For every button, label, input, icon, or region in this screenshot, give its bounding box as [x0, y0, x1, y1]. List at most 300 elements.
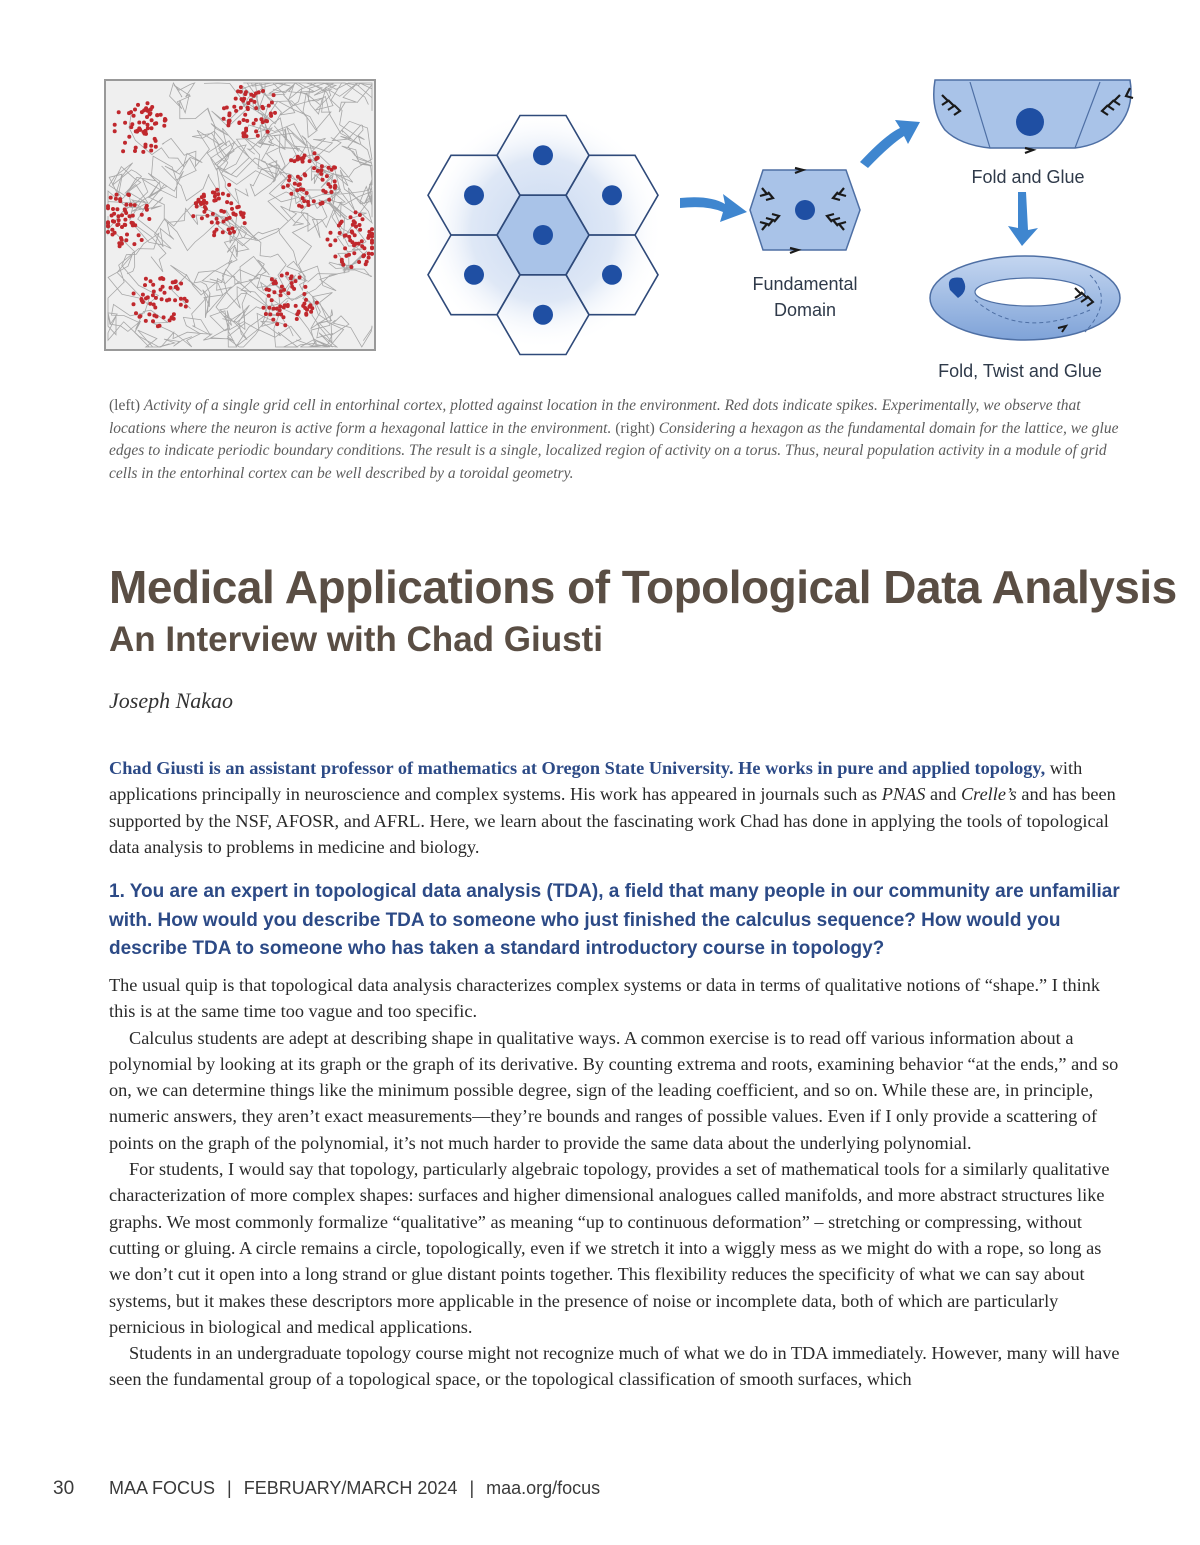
spike-dot: [149, 279, 153, 283]
spike-dot: [272, 307, 276, 311]
spike-dot: [184, 305, 188, 309]
spike-dot: [325, 174, 329, 178]
intro-journal-pnas: PNAS: [881, 784, 926, 805]
spike-dot: [226, 123, 230, 127]
spike-dot: [140, 213, 144, 217]
spike-dot: [366, 236, 370, 240]
lattice-node: [464, 185, 484, 205]
spike-dot: [154, 121, 158, 125]
spike-dot: [341, 263, 345, 267]
spike-dot: [304, 298, 308, 302]
answer-paragraph: Calculus students are adept at describing shape in qualitative ways. A common exercise is to read off various information about a polynomial by looking at its graph or the graph of its derivative. By counting extrema and roots, examining behavior “at the ends,” and so on, we can determine things like the minimum possible degree, sign of the leading coefficient, and so on. While these are, in principle, numeric answers, they aren’t exact measurements—they’re bounds and ranges of possible values. Even if I only provide a scattering of points on the graph of the polynomial, it’s not much harder to provide the same data about the underlying polynomial.: [109, 1027, 1119, 1153]
spike-dot: [262, 306, 266, 310]
spike-dot: [120, 225, 124, 229]
spike-dot: [312, 199, 316, 203]
spike-dot: [146, 123, 150, 127]
spike-dot: [327, 166, 331, 170]
spike-dot: [113, 123, 117, 127]
spike-dot: [230, 226, 234, 230]
spike-dot: [303, 306, 307, 310]
spike-dot: [302, 292, 306, 296]
spike-dot: [215, 217, 219, 221]
spike-dot: [358, 223, 362, 227]
spike-dot: [119, 236, 123, 240]
spike-dot: [141, 300, 145, 304]
spike-dot: [337, 224, 341, 228]
spike-dot: [132, 292, 136, 296]
spike-dot: [232, 212, 236, 216]
spike-dot: [191, 214, 195, 218]
spike-dot: [154, 139, 158, 143]
spike-dot: [370, 246, 374, 250]
spike-dot: [252, 94, 256, 98]
spike-dot: [319, 172, 323, 176]
spike-dot: [319, 168, 323, 172]
spike-dot: [228, 216, 232, 220]
spike-dot: [279, 289, 283, 293]
answer-paragraph: The usual quip is that topological data analysis characterizes complex systems or data in terms of qualitative notions of “shape.” I think this is at the same time too vague and too specific.: [109, 975, 1100, 1022]
spike-dot: [332, 165, 336, 169]
spike-dot: [159, 113, 163, 117]
spike-dot: [312, 166, 316, 170]
spike-dot: [150, 126, 154, 130]
spike-dot: [370, 239, 374, 243]
spike-dot: [216, 221, 220, 225]
spike-dot: [200, 216, 204, 220]
spike-dot: [367, 256, 371, 260]
spike-dot: [155, 113, 159, 117]
spike-dot: [254, 129, 258, 133]
spike-dot: [243, 113, 247, 117]
spike-dot: [143, 145, 147, 149]
spike-dot: [313, 151, 317, 155]
spike-dot: [234, 97, 238, 101]
spike-dot: [271, 318, 275, 322]
lattice-node: [602, 265, 622, 285]
spike-dot: [295, 312, 299, 316]
article-subtitle: An Interview with Chad Giusti: [109, 620, 603, 659]
spike-dot: [225, 106, 229, 110]
spike-dot: [162, 124, 166, 128]
answer-body: [109, 972, 1124, 1393]
spike-dot: [257, 90, 261, 94]
spike-dot: [213, 194, 217, 198]
spike-dot: [136, 103, 140, 107]
spike-dot: [114, 197, 118, 201]
spike-dot: [239, 213, 243, 217]
spike-dot: [350, 231, 354, 235]
spike-dot: [357, 260, 361, 264]
spike-dot: [340, 220, 344, 224]
spike-dot: [296, 183, 300, 187]
spike-dot: [269, 112, 273, 116]
spike-dot: [179, 303, 183, 307]
spike-dot: [124, 211, 128, 215]
footer-url[interactable]: maa.org/focus: [486, 1478, 601, 1498]
spike-dot: [315, 301, 319, 305]
spike-dot: [239, 90, 243, 94]
spike-dot: [145, 115, 149, 119]
spike-dot: [133, 149, 137, 153]
spike-dot: [199, 201, 203, 205]
spike-dot: [120, 242, 124, 246]
spike-dot: [329, 190, 333, 194]
spike-dot: [267, 288, 271, 292]
fold-twist-glue-label: Fold, Twist and Glue: [938, 361, 1102, 381]
lattice-node: [533, 225, 553, 245]
spike-dot: [195, 205, 199, 209]
spike-dot: [241, 131, 245, 135]
spike-dot: [349, 215, 353, 219]
spike-dot: [132, 114, 136, 118]
spike-dot: [288, 175, 292, 179]
spike-dot: [296, 175, 300, 179]
lattice-node: [602, 185, 622, 205]
spike-dot: [176, 287, 180, 291]
spike-dot: [301, 196, 305, 200]
spike-dot: [152, 314, 156, 318]
spike-dot: [115, 207, 119, 211]
spike-dot: [287, 178, 291, 182]
spike-dot: [367, 230, 371, 234]
spike-dot: [326, 238, 330, 242]
spike-dot: [151, 283, 155, 287]
page-footer: [0, 1478, 1200, 1508]
spike-dot: [221, 230, 225, 234]
spike-dot: [270, 101, 274, 105]
spike-dot: [333, 238, 337, 242]
question-heading: 1. You are an expert in topological data analysis (TDA), a field that many people in our community are unfamiliar with. How would you describe TDA to someone who just finished the calculus sequence? How would you describe TDA to someone who has taken a standard introductory course in topology?: [109, 881, 1120, 959]
spike-dot: [115, 193, 119, 197]
spike-dot: [124, 238, 128, 242]
spike-dot: [361, 217, 365, 221]
spike-dot: [305, 191, 309, 195]
spike-dot: [111, 207, 115, 211]
spike-dot: [293, 182, 297, 186]
spike-dot: [348, 238, 352, 242]
spike-dot: [264, 119, 268, 123]
spike-dot: [183, 297, 187, 301]
spike-dot: [222, 220, 226, 224]
lattice-node: [533, 145, 553, 165]
fundamental-domain-hexagon: [750, 168, 860, 320]
spike-dot: [298, 275, 302, 279]
spike-dot: [303, 285, 307, 289]
spike-dot: [289, 192, 293, 196]
spike-dot: [261, 106, 265, 110]
footer-separator: |: [227, 1478, 232, 1498]
intro-paragraph: [109, 755, 1124, 860]
spike-dot: [146, 101, 150, 105]
intro-journal-crelles: Crelle’s: [960, 784, 1017, 805]
torus-shape: [930, 256, 1120, 381]
spike-dot: [146, 126, 150, 130]
spike-dot: [290, 281, 294, 285]
spike-dot: [147, 217, 151, 221]
spike-dot: [246, 106, 250, 110]
grid-cell-activity-plot: [105, 80, 375, 350]
spike-dot: [138, 315, 142, 319]
spike-dot: [146, 108, 150, 112]
spike-dot: [227, 113, 231, 117]
fold-and-glue-label: Fold and Glue: [971, 167, 1085, 187]
spike-dot: [307, 305, 311, 309]
spike-dot: [134, 311, 138, 315]
spike-dot: [213, 191, 217, 195]
spike-dot: [134, 146, 138, 150]
spike-dot: [352, 251, 356, 255]
spike-dot: [154, 145, 158, 149]
spike-dot: [281, 185, 285, 189]
spike-dot: [127, 135, 131, 139]
spike-dot: [245, 119, 249, 123]
fold-and-glue-shape: [934, 80, 1133, 187]
spike-dot: [144, 206, 148, 210]
article-title: Medical Applications of Topological Data Analysis: [109, 561, 1177, 613]
spike-dot: [230, 207, 234, 211]
spike-dot: [129, 125, 133, 129]
spike-dot: [354, 210, 358, 214]
spike-dot: [151, 319, 155, 323]
spike-dot: [131, 221, 135, 225]
spike-dot: [133, 203, 137, 207]
spike-dot: [150, 118, 154, 122]
spike-dot: [294, 279, 298, 283]
spike-dot: [309, 310, 313, 314]
caption-right-tag: (right): [615, 419, 655, 437]
spike-dot: [120, 213, 124, 217]
footer-publication: MAA FOCUS: [109, 1478, 216, 1498]
spike-dot: [361, 254, 365, 258]
spike-dot: [306, 200, 310, 204]
figure-caption: [109, 395, 1121, 485]
spike-dot: [272, 93, 276, 97]
spike-dot: [150, 105, 154, 109]
spike-dot: [116, 222, 120, 226]
spike-dot: [344, 254, 348, 258]
spike-dot: [280, 274, 284, 278]
spike-dot: [246, 101, 250, 105]
spike-dot: [137, 233, 141, 237]
spike-dot: [204, 201, 208, 205]
spike-dot: [136, 129, 140, 133]
spike-dot: [152, 290, 156, 294]
spike-dot: [273, 111, 277, 115]
spike-dot: [267, 294, 271, 298]
spike-dot: [232, 230, 236, 234]
spike-dot: [215, 188, 219, 192]
spike-dot: [124, 203, 128, 207]
spike-dot: [131, 214, 135, 218]
spike-dot: [127, 193, 131, 197]
spike-dot: [142, 121, 146, 125]
spike-dot: [290, 285, 294, 289]
spike-dot: [347, 235, 351, 239]
spike-dot: [129, 110, 133, 114]
spike-dot: [162, 315, 166, 319]
spike-dot: [160, 297, 164, 301]
arrow-to-torus: [1008, 192, 1038, 246]
spike-dot: [228, 231, 232, 235]
spike-dot: [140, 110, 144, 114]
spike-dot: [132, 242, 136, 246]
spike-dot: [243, 221, 247, 225]
spike-dot: [358, 228, 362, 232]
spike-dot: [232, 105, 236, 109]
spike-dot: [172, 312, 176, 316]
spike-dot: [179, 282, 183, 286]
spike-dot: [116, 214, 120, 218]
spike-dot: [143, 283, 147, 287]
spike-dot: [367, 252, 371, 256]
spike-dot: [333, 179, 337, 183]
spike-dot: [117, 110, 121, 114]
spike-dot: [301, 188, 305, 192]
spike-dot: [237, 205, 241, 209]
spike-dot: [360, 239, 364, 243]
spike-dot: [210, 220, 214, 224]
spike-dot: [211, 212, 215, 216]
spike-dot: [212, 233, 216, 237]
lattice-node: [464, 265, 484, 285]
spike-dot: [225, 200, 229, 204]
spike-dot: [321, 189, 325, 193]
spike-dot: [329, 231, 333, 235]
spike-dot: [168, 318, 172, 322]
spike-dot: [316, 169, 320, 173]
figure: [100, 70, 1140, 390]
caption-left-text: Activity of a single grid cell in entorhinal cortex, plotted against location in the environment. Red dots indicate spikes. Experimentally, we observe that locations where the neuron is active form a hexagonal lattice in the environment.: [109, 397, 1081, 437]
spike-dot: [261, 89, 265, 93]
spike-dot: [204, 207, 208, 211]
spike-dot: [333, 255, 337, 259]
caption-right-text: Considering a hexagon as the fundamental domain for the lattice, we glue edges to indicate periodic boundary conditions. The result is a single, localized region of activity on a torus. Thus, neural population activity in a module of grid cells in the entorhinal cortex can be well described by a toroidal geometry.: [109, 419, 1119, 482]
spike-dot: [286, 304, 290, 308]
caption-left-tag: (left): [109, 397, 140, 414]
spike-dot: [358, 213, 362, 217]
spike-dot: [118, 199, 122, 203]
spike-dot: [226, 193, 230, 197]
spike-dot: [212, 199, 216, 203]
spike-dot: [297, 204, 301, 208]
spike-dot: [242, 118, 246, 122]
spike-dot: [179, 297, 183, 301]
spike-dot: [113, 231, 117, 235]
footer-separator: |: [469, 1478, 475, 1498]
lattice-node: [533, 305, 553, 325]
spike-dot: [285, 272, 289, 276]
answer-paragraph: For students, I would say that topology, particularly algebraic topology, provides a set of mathematical tools for a similarly qualitative characterization of more complex shapes: surfaces and higher dimensional analogues called manifolds, and more abstract structures like graphs. We most commonly formalize “qualitative” as meaning “up to continuous deformation” – stretching or compressing, without cutting or gluing. A circle remains a circle, topologically, even if we stretch it into a wiggly mess as we might do with a rope, so long as we don’t cut it open into a long strand or glue distant points together. This flexibility reduces the specificity of what we can say about systems, but it makes these descriptors more applicable in the presence of noise or incomplete data, both of which are particularly pernicious in biological and medical applications.: [109, 1159, 1110, 1337]
spike-dot: [302, 302, 306, 306]
spike-dot: [304, 313, 308, 317]
spike-dot: [275, 322, 279, 326]
spike-dot: [239, 85, 243, 89]
spike-dot: [163, 291, 167, 295]
spike-dot: [106, 230, 110, 234]
spike-dot: [121, 149, 125, 153]
spike-dot: [289, 158, 293, 162]
arrow-to-fundamental-domain: [680, 194, 747, 222]
spike-dot: [365, 260, 369, 264]
spike-dot: [222, 117, 226, 121]
spike-dot: [123, 207, 127, 211]
spike-dot: [222, 210, 226, 214]
spike-dot: [254, 106, 258, 110]
spike-dot: [319, 202, 323, 206]
answer-paragraph: Students in an undergraduate topology course might not recognize much of what we do in TDA immediately. However, many will have seen the fundamental group of a topological space, or the topological classification of smooth surfaces, which: [109, 1343, 1120, 1390]
spike-dot: [137, 121, 141, 125]
spike-dot: [174, 279, 178, 283]
intro-and: and: [929, 784, 957, 805]
spike-dot: [123, 141, 127, 145]
spike-dot: [279, 293, 283, 297]
spike-dot: [113, 129, 117, 133]
spike-dot: [141, 150, 145, 154]
spike-dot: [109, 196, 113, 200]
spike-dot: [354, 242, 358, 246]
spike-dot: [343, 246, 347, 250]
footer-text: [109, 1478, 600, 1499]
spike-dot: [149, 144, 153, 148]
spike-dot: [349, 265, 353, 269]
spike-dot: [253, 100, 257, 104]
spike-dot: [320, 164, 324, 168]
spike-dot: [362, 246, 366, 250]
spike-dot: [254, 118, 258, 122]
spike-dot: [343, 234, 347, 238]
spike-dot: [147, 312, 151, 316]
spike-dot: [110, 214, 114, 218]
fundamental-domain-label-2: Domain: [773, 300, 837, 320]
spike-dot: [327, 198, 331, 202]
spike-dot: [256, 134, 260, 138]
spike-dot: [143, 132, 147, 136]
spike-dot: [286, 184, 290, 188]
footer-issue: FEBRUARY/MARCH 2024: [243, 1478, 458, 1498]
spike-dot: [111, 219, 115, 223]
spike-dot: [280, 285, 284, 289]
spike-dot: [227, 183, 231, 187]
spike-dot: [123, 121, 127, 125]
spike-dot: [217, 197, 221, 201]
arrow-to-fold-and-glue: [860, 120, 920, 168]
spike-dot: [140, 238, 144, 242]
spike-dot: [268, 312, 272, 316]
spike-dot: [270, 298, 274, 302]
spike-dot: [294, 304, 298, 308]
spike-dot: [279, 312, 283, 316]
spike-dot: [133, 108, 137, 112]
spike-dot: [264, 312, 268, 316]
spike-dot: [272, 281, 276, 285]
spike-dot: [234, 109, 238, 113]
spike-dot: [239, 106, 243, 110]
spike-dot: [129, 203, 133, 207]
spike-dot: [295, 317, 299, 321]
spike-dot: [237, 121, 241, 125]
spike-dot: [229, 201, 233, 205]
spike-dot: [278, 304, 282, 308]
intro-lead: Chad Giusti is an assistant professor of mathematics at Oregon State University. He works in pure and applied topology,: [109, 758, 1046, 778]
spike-dot: [152, 303, 156, 307]
spike-dot: [295, 188, 299, 192]
spike-dot: [165, 298, 169, 302]
intro-text-1: with applications principally in neuroscience and complex systems. His work has appeared in journals such as: [109, 758, 1083, 805]
spike-dot: [272, 290, 276, 294]
spike-dot: [159, 288, 163, 292]
spike-dot: [106, 204, 110, 208]
spike-dot: [149, 149, 153, 153]
